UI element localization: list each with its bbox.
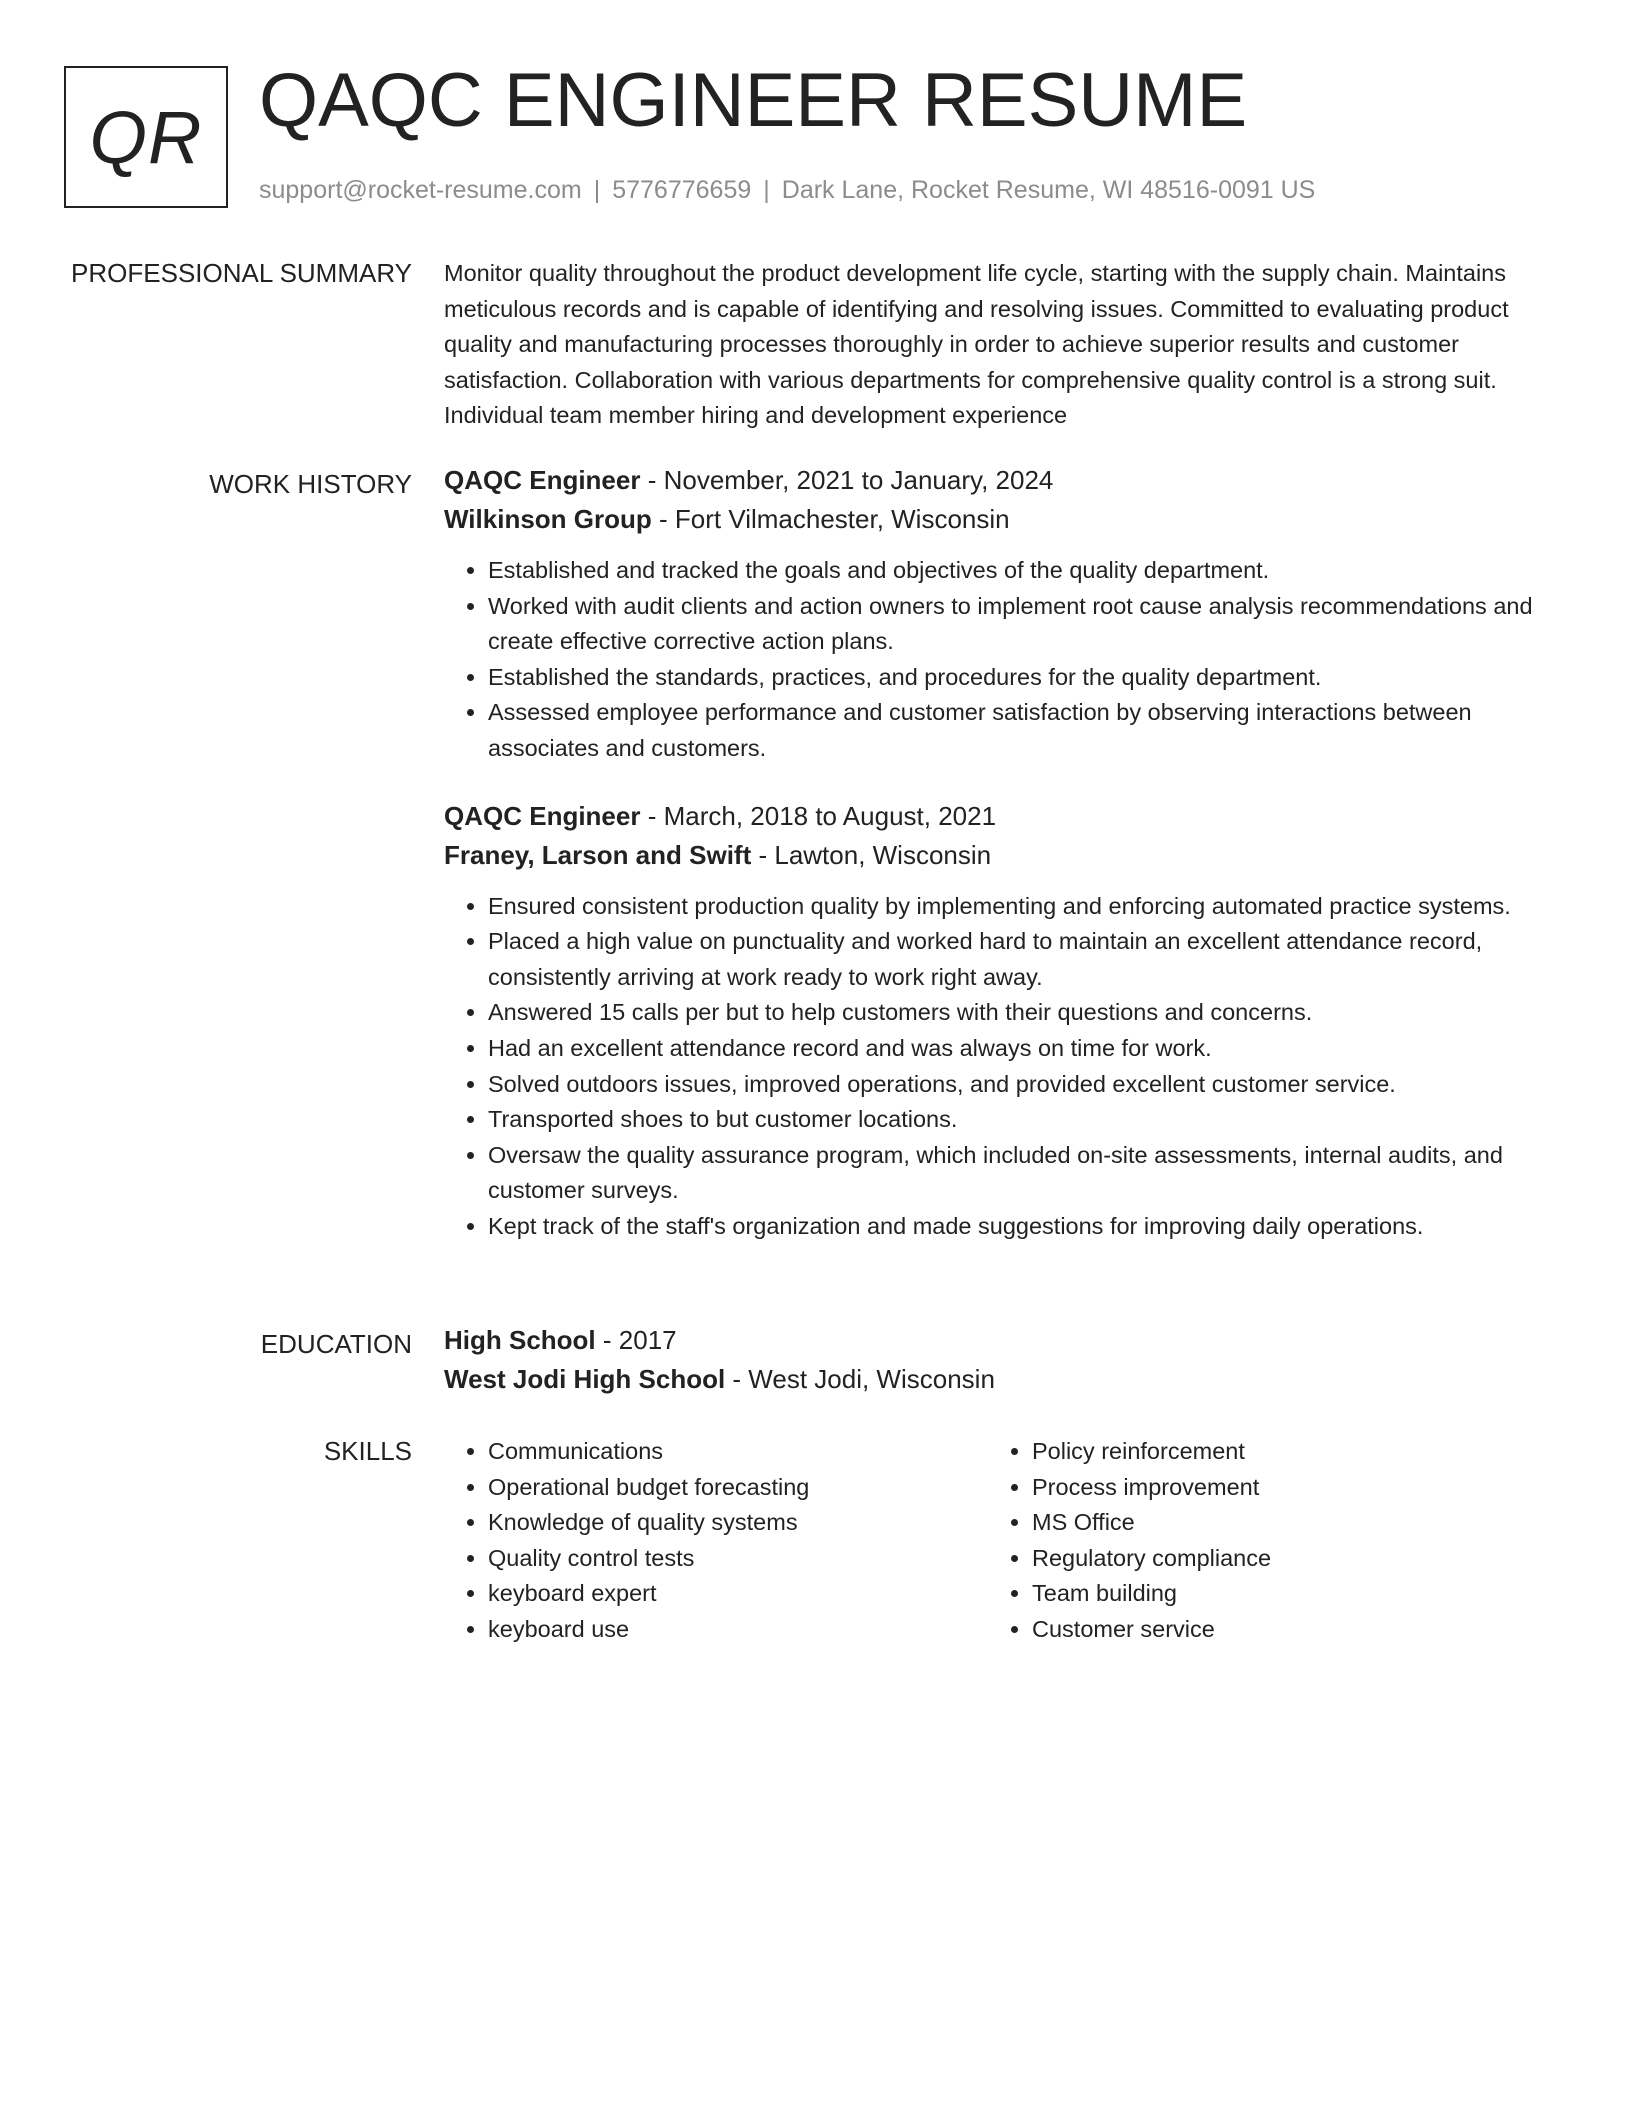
job-bullets — [444, 553, 1556, 767]
job-bullet: • Transported shoes to but customer locations. — [488, 1102, 1556, 1138]
education-degree-line — [444, 1321, 1556, 1360]
contact-email[interactable]: support@rocket-resume.com — [259, 176, 582, 204]
job-title-line — [444, 461, 1556, 500]
skills-list-right — [988, 1434, 1532, 1648]
job-bullets — [444, 889, 1556, 1245]
job-entry — [444, 461, 1556, 767]
section-label-education: EDUCATION — [260, 1329, 412, 1359]
education-school-line — [444, 1360, 1556, 1399]
education-location: - West Jodi, Wisconsin — [725, 1364, 995, 1394]
summary-text: Monitor quality throughout the product development life cycle, starting with the supply chain. Maintains meticulous records and is capable of identifying and resolving issues. Committed to evaluating product quality and manufacturing processes thoroughly in order to achieve superior results and customer satisfaction. Collaboration with various departments for comprehensive quality control is a strong suit. Individual team member hiring and development experience — [444, 260, 1509, 429]
job-bullet: • Solved outdoors issues, improved operations, and provided excellent customer service. — [488, 1067, 1556, 1103]
contact-phone[interactable]: 5776776659 — [612, 176, 752, 204]
job-location: - Lawton, Wisconsin — [751, 839, 992, 870]
resume-title: QAQC ENGINEER RESUME — [259, 58, 1248, 143]
skill-item: • Customer service — [1032, 1612, 1532, 1648]
skill-item: • MS Office — [1032, 1505, 1532, 1541]
contact-address: Dark Lane, Rocket Resume, WI 48516-0091 US — [781, 176, 1316, 204]
skill-item: • Team building — [1032, 1576, 1532, 1612]
education-body — [444, 1321, 1556, 1399]
job-bullet: • Placed a high value on punctuality and worked hard to maintain an excellent attendance record, consistently arriving at work ready to work right away. — [488, 924, 1556, 995]
job-bullet: • Assessed employee performance and customer satisfaction by observing interactions between associates and customers. — [488, 695, 1556, 766]
skill-item: • keyboard use — [488, 1612, 988, 1648]
skills-body — [444, 1434, 1556, 1648]
skills-columns — [444, 1434, 1556, 1648]
summary-body — [444, 256, 1556, 434]
contact-separator: | — [593, 176, 601, 204]
education-year: - 2017 — [595, 1325, 677, 1355]
job-location: - Fort Vilmachester, Wisconsin — [651, 504, 1010, 534]
work-history-body — [444, 461, 1556, 1245]
job-title-line — [444, 797, 1556, 836]
section-label-summary: PROFESSIONAL SUMMARY — [71, 258, 412, 288]
monogram-logo: QR — [64, 66, 228, 208]
skills-list-left — [444, 1434, 988, 1648]
job-company: Franey, Larson and Swift — [444, 839, 752, 870]
job-title: QAQC Engineer — [444, 465, 641, 495]
job-company-line — [444, 836, 1556, 875]
job-bullet: • Oversaw the quality assurance program, which included on-site assessments, internal audits, and customer surveys. — [488, 1138, 1556, 1209]
job-dates: - March, 2018 to August, 2021 — [640, 800, 997, 831]
skill-item: • Process improvement — [1032, 1470, 1532, 1506]
contact-line — [259, 174, 1315, 206]
job-bullet: • Worked with audit clients and action owners to implement root cause analysis recommendations and create effective corrective action plans. — [488, 589, 1556, 660]
education-school: West Jodi High School — [444, 1364, 726, 1394]
job-bullet: • Had an excellent attendance record and was always on time for work. — [488, 1031, 1556, 1067]
skill-item: • Communications — [488, 1434, 988, 1470]
skill-item: • keyboard expert — [488, 1576, 988, 1612]
contact-separator: | — [763, 176, 770, 204]
skill-item: • Operational budget forecasting — [488, 1470, 988, 1506]
job-company: Wilkinson Group — [444, 504, 652, 534]
job-entry — [444, 797, 1556, 1245]
skill-item: • Policy reinforcement — [1032, 1434, 1532, 1470]
skill-item: • Quality control tests — [488, 1541, 988, 1577]
job-bullet: • Kept track of the staff's organization and made suggestions for improving daily operations. — [488, 1209, 1556, 1245]
skill-item: • Regulatory compliance — [1032, 1541, 1532, 1577]
job-bullet: • Established the standards, practices, and procedures for the quality department. — [488, 660, 1556, 696]
section-label-work-history: WORK HISTORY — [209, 469, 412, 499]
job-company-line — [444, 500, 1556, 539]
job-bullet: • Answered 15 calls per but to help customers with their questions and concerns. — [488, 995, 1556, 1031]
education-degree: High School — [444, 1325, 596, 1355]
section-label-skills: SKILLS — [323, 1436, 412, 1466]
job-bullet: • Ensured consistent production quality by implementing and enforcing automated practice systems. — [488, 889, 1556, 925]
job-dates: - November, 2021 to January, 2024 — [640, 465, 1054, 495]
job-title: QAQC Engineer — [444, 800, 641, 831]
job-bullet: • Established and tracked the goals and objectives of the quality department. — [488, 553, 1556, 589]
skill-item: • Knowledge of quality systems — [488, 1505, 988, 1541]
